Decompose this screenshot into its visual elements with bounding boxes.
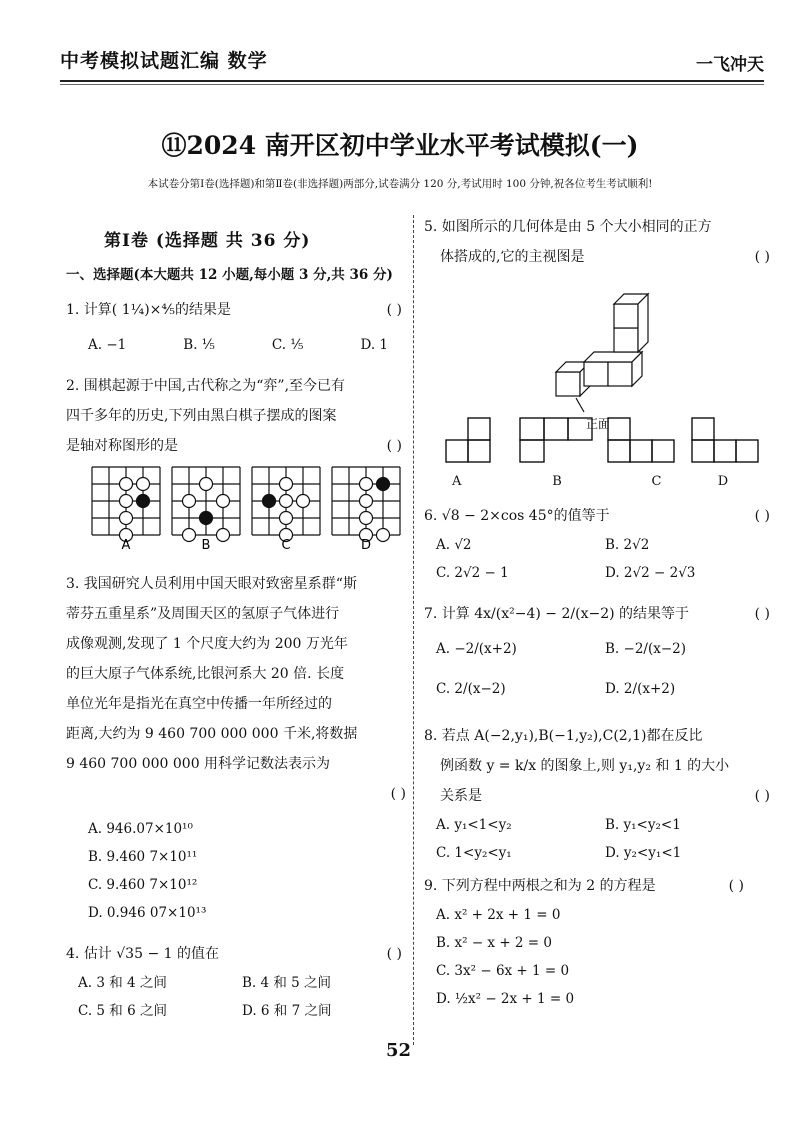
question-8-line: 关系是 bbox=[440, 788, 482, 804]
question-1 bbox=[66, 295, 406, 325]
question-3-line: 蒂芬五重星系”及周围天区的氢原子气体进行 bbox=[66, 606, 340, 622]
go-board-c bbox=[252, 467, 320, 542]
question-2-line: 是轴对称图形的是 bbox=[66, 438, 178, 454]
answer-blank: ( ) bbox=[754, 508, 770, 524]
answer-blank: ( ) bbox=[754, 249, 770, 265]
option-b: B. ⅕ bbox=[183, 337, 215, 353]
answer-blank: ( ) bbox=[390, 786, 406, 802]
option-a: A. 3 和 4 之间 bbox=[78, 975, 167, 991]
cube-figures bbox=[424, 272, 774, 472]
question-3-line: 成像观测,发现了 1 个尺度大约为 200 万光年 bbox=[66, 636, 348, 652]
question-9-options bbox=[436, 901, 774, 1013]
cube-solid bbox=[556, 294, 648, 396]
black-stone bbox=[377, 478, 390, 491]
option-c: C. 5 和 6 之间 bbox=[78, 1003, 167, 1019]
question-3-line: 单位光年是指光在真空中传播一年所经过的 bbox=[66, 696, 332, 712]
right-column bbox=[424, 212, 774, 1013]
front-label: 正面 bbox=[586, 417, 611, 431]
question-2-line: 四千多年的历史,下列由黑白棋子摆成的图案 bbox=[66, 408, 337, 424]
option-c: C. 3x² − 6x + 1 = 0 bbox=[436, 963, 570, 979]
question-9 bbox=[424, 871, 774, 901]
white-stone bbox=[360, 495, 373, 508]
section-subtitle: 一、选择题(本大题共 12 小题,每小题 3 分,共 36 分) bbox=[66, 267, 393, 283]
white-stone bbox=[360, 478, 373, 491]
question-8-line: 例函数 y = k/x 的图象上,则 y₁,y₂ 和 1 的大小 bbox=[440, 758, 730, 774]
white-stone bbox=[183, 529, 196, 542]
view-option-c bbox=[608, 418, 674, 462]
answer-blank: ( ) bbox=[386, 946, 402, 962]
white-stone bbox=[280, 495, 293, 508]
question-6-options bbox=[436, 531, 774, 587]
figure-label-c: C bbox=[281, 538, 291, 553]
white-stone bbox=[183, 495, 196, 508]
question-8-options bbox=[436, 811, 774, 867]
view-option-d bbox=[692, 418, 758, 462]
option-b: B. y₁<y₂<1 bbox=[605, 817, 681, 833]
column-divider bbox=[413, 215, 414, 1045]
view-label-a: A bbox=[452, 474, 462, 489]
question-1-options bbox=[88, 331, 388, 359]
option-d: D. ½x² − 2x + 1 = 0 bbox=[436, 991, 575, 1007]
header-rule bbox=[60, 80, 764, 82]
view-label-d: D bbox=[717, 474, 729, 489]
go-board-a bbox=[92, 467, 160, 542]
answer-blank: ( ) bbox=[754, 606, 770, 622]
white-stone bbox=[120, 495, 133, 508]
white-stone bbox=[137, 478, 150, 491]
exam-notice: 本试卷分第Ⅰ卷(选择题)和第Ⅱ卷(非选择题)两部分,试卷满分 120 分,考试用时 100 分钟,祝各位考生考试顺利! bbox=[147, 178, 653, 190]
white-stone bbox=[377, 529, 390, 542]
figure-label-b: B bbox=[201, 538, 211, 553]
white-stone bbox=[280, 478, 293, 491]
book-title: 中考模拟试题汇编 数学 bbox=[60, 50, 268, 72]
black-stone bbox=[137, 495, 150, 508]
go-board-b bbox=[172, 467, 240, 542]
question-1-stem: 1. 计算( 1¼)×⅘的结果是 bbox=[66, 302, 231, 318]
answer-blank: ( ) bbox=[754, 788, 770, 804]
black-stone bbox=[263, 495, 276, 508]
white-stone bbox=[120, 512, 133, 525]
question-3-options bbox=[88, 815, 406, 927]
view-option-labels bbox=[424, 474, 774, 489]
brand-logo: 一飞冲天 bbox=[696, 55, 764, 75]
option-c: C. 9.460 7×10¹² bbox=[88, 877, 198, 893]
option-a: A. −1 bbox=[88, 337, 127, 353]
option-b: B. −2/(x−2) bbox=[605, 641, 686, 657]
option-a: A. −2/(x+2) bbox=[436, 641, 517, 657]
question-2 bbox=[66, 371, 406, 461]
left-column bbox=[66, 226, 406, 1029]
question-8 bbox=[424, 721, 774, 811]
view-label-c: C bbox=[651, 474, 662, 489]
white-stone bbox=[217, 495, 230, 508]
option-d: D. 6 和 7 之间 bbox=[242, 1003, 332, 1019]
answer-blank: ( ) bbox=[386, 438, 402, 454]
white-stone bbox=[217, 529, 230, 542]
question-7-options bbox=[436, 629, 774, 709]
header-rule-thin bbox=[60, 84, 764, 85]
answer-blank: ( ) bbox=[728, 878, 744, 894]
white-stone bbox=[200, 478, 213, 491]
option-a: A. √2 bbox=[436, 537, 472, 553]
view-option-b bbox=[520, 418, 592, 462]
section-title: 第Ⅰ卷 (选择题 共 36 分) bbox=[104, 231, 311, 251]
question-4-stem: 4. 估计 √35 − 1 的值在 bbox=[66, 946, 219, 962]
question-6-stem: 6. √8 − 2×cos 45°的值等于 bbox=[424, 508, 610, 524]
view-label-b: B bbox=[552, 474, 562, 489]
question-7-stem: 7. 计算 4x/(x²−4) − 2/(x−2) 的结果等于 bbox=[424, 606, 690, 622]
option-c: C. 1<y₂<y₁ bbox=[436, 845, 512, 861]
option-d: D. 1 bbox=[360, 337, 388, 353]
question-5-line: 体搭成的,它的主视图是 bbox=[440, 249, 585, 265]
white-stone bbox=[297, 495, 310, 508]
question-9-stem: 9. 下列方程中两根之和为 2 的方程是 bbox=[424, 878, 656, 894]
white-stone bbox=[120, 478, 133, 491]
option-b: B. x² − x + 2 = 0 bbox=[436, 935, 553, 951]
view-option-a bbox=[446, 418, 490, 462]
go-board-d bbox=[332, 467, 400, 542]
question-4 bbox=[66, 939, 406, 969]
option-d: D. y₂<y₁<1 bbox=[605, 845, 682, 861]
option-a: A. x² + 2x + 1 = 0 bbox=[436, 907, 561, 923]
question-2-line: 2. 围棋起源于中国,古代称之为“弈”,至今已有 bbox=[66, 378, 346, 394]
white-stone bbox=[360, 512, 373, 525]
option-a: A. y₁<1<y₂ bbox=[436, 817, 512, 833]
option-c: C. ⅕ bbox=[271, 337, 304, 353]
option-b: B. 4 和 5 之间 bbox=[242, 975, 332, 991]
option-d: D. 2√2 − 2√3 bbox=[605, 565, 696, 581]
question-5-line: 5. 如图所示的几何体是由 5 个大小相同的正方 bbox=[424, 219, 712, 235]
question-7 bbox=[424, 599, 774, 629]
answer-blank: ( ) bbox=[386, 302, 402, 318]
question-6 bbox=[424, 501, 774, 531]
option-c: C. 2√2 − 1 bbox=[436, 565, 509, 581]
black-stone bbox=[200, 512, 213, 525]
question-4-options bbox=[78, 969, 406, 1025]
option-b: B. 9.460 7×10¹¹ bbox=[88, 849, 198, 865]
question-3-line: 的巨大原子气体系统,比银河系大 20 倍. 长度 bbox=[66, 666, 345, 682]
question-3 bbox=[66, 569, 406, 809]
question-3-line: 3. 我国研究人员利用中国天眼对致密星系群“斯 bbox=[66, 576, 357, 592]
option-d: D. 2/(x+2) bbox=[605, 681, 676, 697]
figure-label-d: D bbox=[360, 538, 372, 553]
question-3-line: 距离,大约为 9 460 700 000 000 千米,将数据 bbox=[66, 726, 358, 742]
question-8-line: 8. 若点 A(−2,y₁),B(−1,y₂),C(2,1)都在反比 bbox=[424, 728, 703, 744]
white-stone bbox=[280, 512, 293, 525]
go-board-figures bbox=[66, 461, 406, 553]
option-b: B. 2√2 bbox=[605, 537, 650, 553]
question-3-line: 9 460 700 000 000 用科学记数法表示为 bbox=[66, 756, 331, 772]
front-arrow bbox=[576, 398, 584, 412]
option-a: A. 946.07×10¹⁰ bbox=[88, 821, 193, 837]
exam-title: ⑪2024 南开区初中学业水平考试模拟(一) bbox=[161, 131, 639, 160]
option-c: C. 2/(x−2) bbox=[436, 681, 506, 697]
question-5 bbox=[424, 212, 774, 272]
page-number: 52 bbox=[386, 1040, 412, 1061]
figure-label-a: A bbox=[121, 538, 131, 553]
option-d: D. 0.946 07×10¹³ bbox=[88, 905, 207, 921]
